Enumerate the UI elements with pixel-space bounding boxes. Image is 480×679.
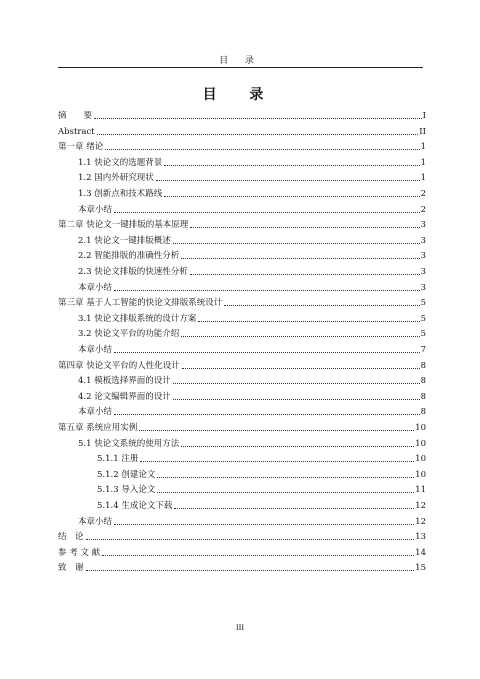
toc-entry-page: 2 [420, 189, 426, 199]
toc-entry [58, 356, 426, 371]
dot-leader [114, 524, 414, 525]
toc-entry [78, 246, 426, 261]
toc-entry-label: 参 考 文 献 [58, 547, 101, 558]
dot-leader [173, 383, 420, 384]
dot-leader [173, 399, 420, 400]
toc-entry-page: 8 [420, 360, 426, 371]
toc-entry-page: 15 [415, 563, 426, 574]
page-number: III [235, 624, 245, 632]
toc-entry-label: 2.2 智能排版的准确性分析 [78, 251, 180, 262]
dot-leader [157, 492, 414, 493]
toc-entry [78, 231, 426, 246]
dot-leader [114, 352, 420, 353]
toc-entry-label: 本章小结 [78, 516, 113, 527]
dot-leader [181, 336, 419, 337]
toc-entry-label: 第三章 基于人工智能的快论文排版系统设计 [58, 298, 223, 309]
toc-entry [58, 106, 426, 121]
dot-leader [190, 227, 419, 228]
toc-entry-page: 14 [415, 547, 426, 558]
toc-entry-page: I [422, 111, 426, 121]
toc-entry-label: 1.3 创新点和技术路线 [78, 189, 163, 199]
toc-entry-label: 5.1 快论文系统的使用方法 [78, 438, 180, 449]
toc-entry-label: 3.2 快论文平台的功能介绍 [78, 329, 180, 340]
toc-entry-label: 致 谢 [58, 563, 84, 574]
toc-entry-label: 5.1.2 创建论文 [97, 469, 156, 480]
toc-entry [97, 465, 426, 480]
toc-entry-label: 2.3 快论文排版的快速性分析 [78, 267, 188, 277]
toc-entry [78, 340, 426, 355]
dot-leader [94, 118, 422, 119]
dot-leader [174, 508, 414, 509]
toc-entry [78, 262, 426, 277]
toc-entry-page: 3 [420, 220, 426, 231]
toc-entry [78, 184, 426, 199]
dot-leader [114, 212, 420, 213]
dot-leader [224, 305, 419, 306]
toc-entry-label: 5.1.4 生成论文下载 [97, 501, 173, 511]
page-title: 目 录 [202, 87, 278, 103]
toc-entry-label: 5.1.1 注册 [97, 454, 139, 465]
toc-entry-label: 本章小结 [78, 282, 113, 293]
toc-entry [78, 434, 426, 449]
dot-leader [105, 149, 419, 150]
dot-leader [182, 368, 420, 369]
toc-entry-label: 本章小结 [78, 345, 113, 355]
toc-entry [78, 200, 426, 215]
toc-entry-page: 11 [415, 485, 426, 496]
toc-entry-page: 7 [420, 345, 426, 355]
dot-leader [86, 570, 415, 571]
toc-entry [78, 402, 426, 417]
dot-leader [181, 446, 414, 447]
toc-entry-label: 5.1.3 导入论文 [97, 485, 156, 496]
dot-leader [190, 274, 420, 275]
dot-leader [139, 430, 414, 431]
toc-entry [97, 449, 426, 464]
toc-entry-page: 5 [420, 313, 426, 324]
toc-entry-label: 本章小结 [78, 204, 113, 215]
toc-entry-page: 13 [415, 532, 426, 543]
toc-entry [78, 153, 426, 168]
dot-leader [97, 134, 419, 135]
toc-entry-page: II [419, 126, 426, 137]
toc-entry-label: 3.1 快论文排版系统的设计方案 [78, 313, 197, 324]
dot-leader [102, 555, 414, 556]
toc-entry-page: 1 [420, 157, 426, 168]
toc-entry-page: 10 [415, 423, 426, 433]
dot-leader [114, 290, 420, 291]
toc-entry-label: 第二章 快论文一键排版的基本原理 [58, 220, 189, 231]
toc-entry [58, 215, 426, 230]
toc-entry-page: 1 [420, 173, 426, 184]
dot-leader [114, 414, 420, 415]
toc-entry-label: 第一章 绪论 [58, 142, 104, 153]
dot-leader [164, 165, 419, 166]
toc-entry [78, 278, 426, 293]
dot-leader [173, 243, 420, 244]
toc-entry-page: 12 [415, 516, 426, 527]
toc-entry-label: 4.1 模板选择界面的设计 [78, 376, 171, 387]
dot-leader [181, 258, 419, 259]
dot-leader [86, 539, 415, 540]
toc-entry-label: 4.2 论文编辑界面的设计 [78, 391, 171, 402]
dot-leader [156, 180, 420, 181]
toc-entry-label: 1.2 国内外研究现状 [78, 173, 154, 184]
toc-entry-label: 1.1 快论文的选题背景 [78, 157, 163, 168]
running-header: 目 录 [219, 56, 261, 66]
toc-entry-label: 第五章 系统应用实例 [58, 423, 138, 433]
toc-entry [78, 309, 426, 324]
toc-entry-page: 10 [415, 469, 426, 480]
toc-entry-page: 3 [420, 235, 426, 246]
toc-entry-label: 摘 要 [58, 111, 93, 121]
toc-entry [58, 137, 426, 152]
toc-entry-label: Abstract [58, 126, 95, 137]
toc-entry [97, 480, 426, 495]
dot-leader [157, 477, 414, 478]
dot-leader [198, 321, 419, 322]
toc-entry [78, 371, 426, 386]
toc-entry-label: 本章小结 [78, 407, 113, 418]
toc-entry [58, 122, 426, 137]
dot-leader [164, 196, 419, 197]
toc-entry [58, 527, 426, 542]
toc-entry-page: 2 [420, 204, 426, 215]
toc-entry-page: 10 [415, 438, 426, 449]
toc-entry-page: 5 [420, 298, 426, 309]
toc-entry [58, 293, 426, 308]
toc-entry [78, 168, 426, 183]
toc-entry-page: 8 [420, 376, 426, 387]
toc-entry-page: 8 [420, 407, 426, 418]
toc-entry [78, 387, 426, 402]
toc-entry [58, 418, 426, 433]
toc-entry-page: 10 [415, 454, 426, 465]
dot-leader [140, 461, 414, 462]
header-rule [58, 67, 423, 68]
toc-entry-label: 结 论 [58, 532, 84, 543]
toc-entry [58, 558, 426, 573]
toc-entry-page: 3 [420, 282, 426, 293]
toc-entry-page: 1 [420, 142, 426, 153]
toc-entry-page: 5 [420, 329, 426, 340]
toc-entry-label: 第四章 快论文平台的人性化设计 [58, 360, 180, 371]
toc-entry [58, 543, 426, 558]
toc-entry-label: 2.1 快论文一键排版概述 [78, 235, 171, 246]
toc-entry-page: 3 [420, 267, 426, 277]
toc-entry-page: 8 [420, 391, 426, 402]
toc-entry-page: 12 [415, 501, 426, 511]
toc-entry [78, 512, 426, 527]
toc-entry-page: 3 [420, 251, 426, 262]
toc-entry [97, 496, 426, 511]
toc-entry [78, 324, 426, 339]
